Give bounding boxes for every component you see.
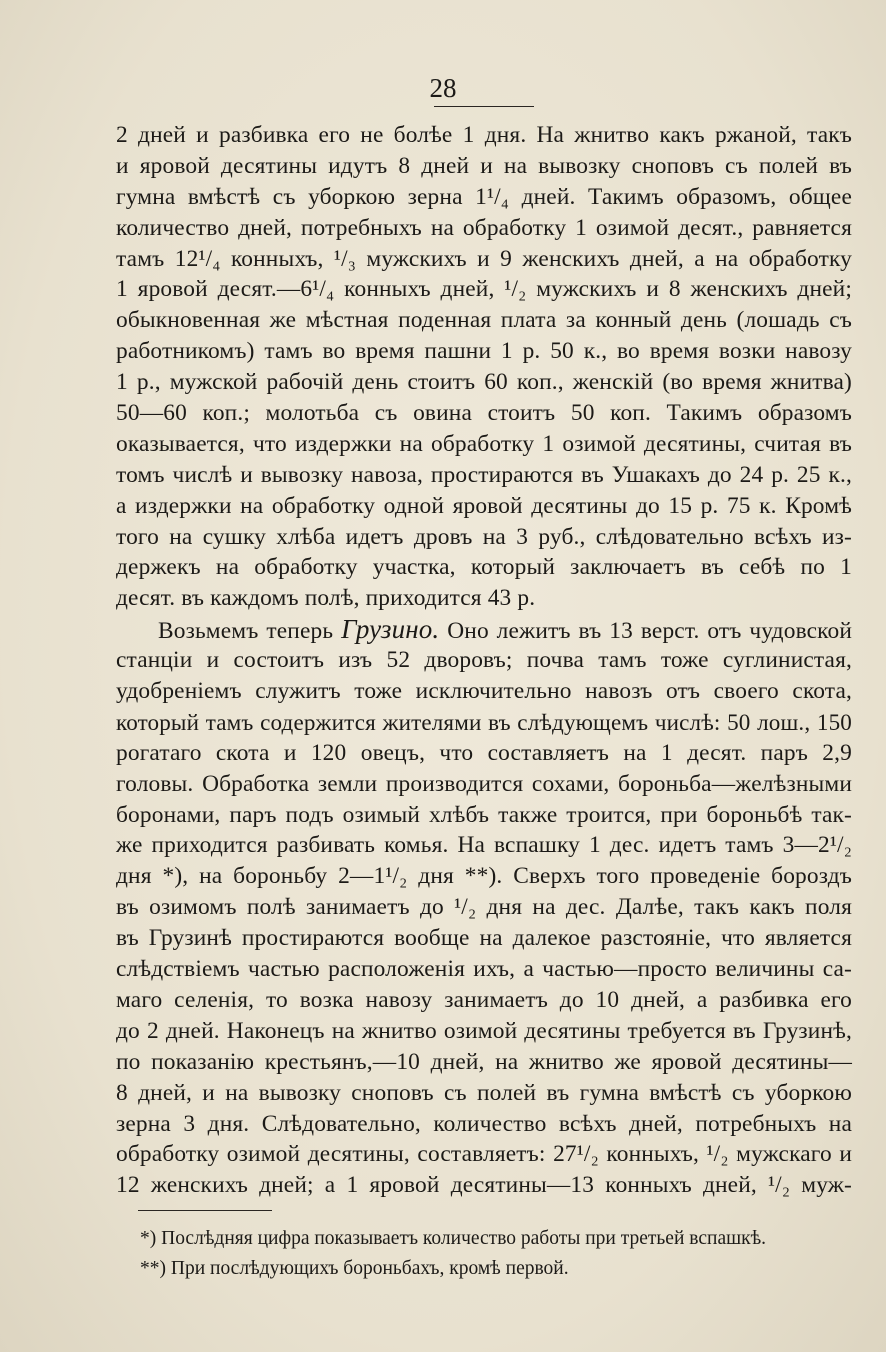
text-line: зерна 3 дня. Слѣдовательно, количество всѣхъ дней, потребныхъ на bbox=[116, 1110, 852, 1137]
text-line: боронами, паръ подъ озимый хлѣбъ также троится, при бороньбѣ так- bbox=[116, 801, 852, 828]
text-run: Оно лежитъ въ 13 верст. отъ чудовской bbox=[447, 618, 853, 645]
text-line: 8 дней, и на вывозку сноповъ съ полей въ гумна вмѣстѣ съ уборкою bbox=[116, 1079, 852, 1106]
body-text bbox=[116, 120, 852, 1201]
text-run: Возьмемъ теперь bbox=[158, 618, 334, 645]
text-line: того на сушку хлѣба идетъ дровъ на 3 руб., слѣдовательно всѣхъ из- bbox=[116, 523, 852, 550]
text-line: держекъ на обработку участка, который заключаетъ въ себѣ по 1 bbox=[116, 554, 852, 581]
page-number-rule bbox=[434, 106, 534, 107]
text-line: десят. въ каждомъ полѣ, приходится 43 р. bbox=[116, 585, 536, 612]
text-line: же приходится разбивать комья. На вспашку 1 дес. идетъ тамъ 3—2¹/₂ bbox=[116, 832, 852, 859]
text-line: 2 дней и разбивка его не болѣе 1 дня. На жнитво какъ ржаной, такъ bbox=[116, 122, 852, 148]
footnote-rule bbox=[138, 1210, 272, 1211]
text-line: головы. Обработка земли производится сохами, бороньба—желѣзными bbox=[116, 770, 852, 797]
footnote: *) Послѣдняя цифра показываетъ количество работы при третьей вспашкѣ. bbox=[140, 1228, 767, 1249]
text-line: дня *), на бороньбу 2—1¹/₂ дня **). Сверхъ того проведеніе бороздъ bbox=[116, 863, 852, 890]
text-line: въ Грузинѣ простираются вообще на далекое разстояніе, что является bbox=[116, 925, 852, 952]
text-line: маго селенія, то возка навозу занимаетъ до 10 дней, а разбивка его bbox=[116, 986, 852, 1013]
text-line: по показанію крестьянъ,—10 дней, на жнитво же яровой десятины— bbox=[116, 1048, 852, 1075]
text-line: тамъ 12¹/₄ конныхъ, ¹/₃ мужскихъ и 9 женскихъ дней, а на обработку bbox=[116, 245, 852, 272]
footnotes bbox=[140, 1224, 852, 1284]
text-line: до 2 дней. Наконецъ на жнитво озимой десятины требуется въ Грузинѣ, bbox=[116, 1017, 852, 1044]
text-line: удобреніемъ служитъ тоже исключительно навозъ отъ своего скота, bbox=[116, 678, 852, 705]
text-line: количество дней, потребныхъ на обработку 1 озимой десят., равняется bbox=[116, 214, 852, 241]
text-line: работникомъ) тамъ во время пашни 1 р. 50 к., во время возки навозу bbox=[116, 338, 852, 365]
text-line: 1 р., мужской рабочій день стоитъ 60 коп., женскій (во время жнитва) bbox=[116, 369, 852, 396]
page-number: 28 bbox=[429, 73, 457, 103]
footnote: **) При послѣдующихъ бороньбахъ, кромѣ первой. bbox=[140, 1258, 569, 1279]
text-line: 50—60 коп.; молотьба съ овина стоитъ 50 коп. Такимъ образомъ bbox=[116, 400, 852, 427]
text-line: гумна вмѣстѣ съ уборкою зерна 1¹/₄ дней. Такимъ образомъ, общее bbox=[116, 183, 852, 210]
paragraph-first-line bbox=[116, 614, 852, 645]
text-line: станціи и состоитъ изъ 52 дворовъ; почва тамъ тоже суглинистая, bbox=[116, 647, 852, 674]
text-line: 12 женскихъ дней; а 1 яровой десятины—13 конныхъ дней, ¹/₂ муж- bbox=[116, 1172, 852, 1199]
text-line: обработку озимой десятины, составляетъ: 27¹/₂ конныхъ, ¹/₂ мужскаго и bbox=[116, 1141, 852, 1168]
text-line: рогатаго скота и 120 овецъ, что составляетъ на 1 десят. паръ 2,9 bbox=[116, 739, 852, 766]
text-line: слѣдствіемъ частью расположенія ихъ, а частью—просто величины са- bbox=[116, 956, 852, 983]
text-line: въ озимомъ полѣ занимаетъ до ¹/₂ дня на дес. Далѣе, такъ какъ поля bbox=[116, 894, 852, 921]
text-line: оказывается, что издержки на обработку 1 озимой десятины, считая въ bbox=[116, 430, 852, 457]
text-line: 1 яровой десят.—6¹/₄ конныхъ дней, ¹/₂ мужскихъ и 8 женскихъ дней; bbox=[116, 276, 852, 303]
text-line: а издержки на обработку одной яровой десятины до 15 р. 75 к. Кромѣ bbox=[116, 492, 852, 519]
text-line: томъ числѣ и вывозку навоза, простираются въ Ушакахъ до 24 р. 25 к., bbox=[116, 461, 852, 488]
text-line: и яровой десятины идутъ 8 дней и на вывозку снопов​ъ съ полей въ bbox=[116, 152, 852, 179]
text-line: который тамъ содержится жителями въ слѣдующемъ числѣ: 50 лош., 150 bbox=[116, 708, 852, 735]
text-line: обыкновенная же мѣстная поденная плата за конный день (лошадь съ bbox=[116, 307, 852, 334]
place-name: Грузино. bbox=[341, 614, 440, 645]
